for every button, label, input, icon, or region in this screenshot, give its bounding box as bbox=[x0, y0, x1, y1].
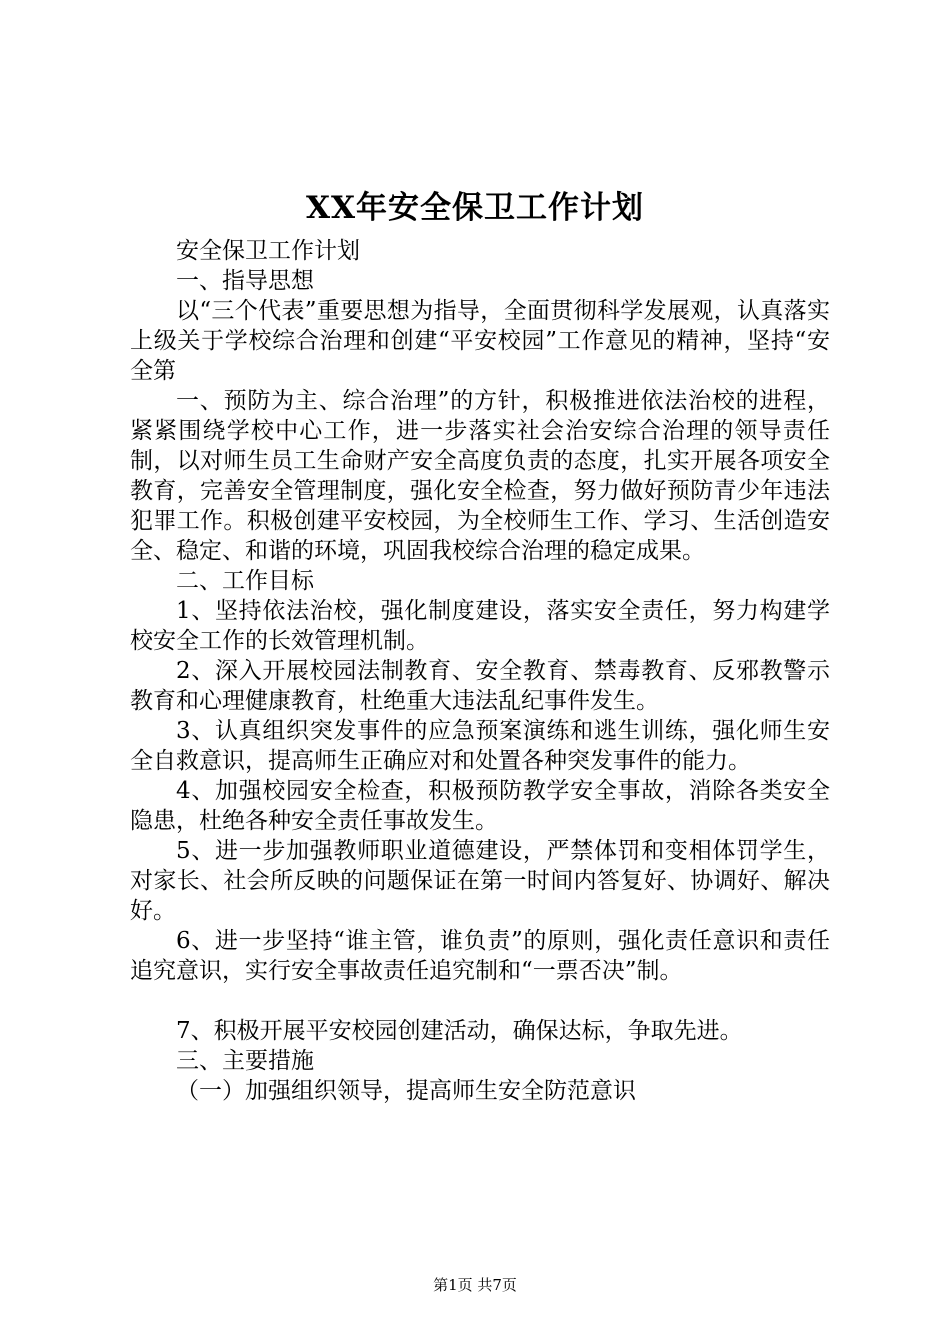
section-heading-work-goals: 二、工作目标 bbox=[176, 568, 314, 594]
goal-item-4: 4、加强校园安全检查，积极预防教学安全事故，消除各类安全隐患，杜绝各种安全责任事故发生。 bbox=[130, 778, 830, 834]
document-title: XX年安全保卫工作计划 bbox=[305, 190, 645, 226]
section-heading-main-measures: 三、主要措施 bbox=[176, 1048, 314, 1074]
paragraph-subtitle: 安全保卫工作计划 bbox=[176, 238, 360, 264]
goal-item-3: 3、认真组织突发事件的应急预案演练和逃生训练，强化师生安全自救意识，提高师生正确应对和处置各种突发事件的能力。 bbox=[130, 718, 830, 774]
section-heading-guiding-ideology: 一、指导思想 bbox=[176, 268, 314, 294]
goal-item-5: 5、进一步加强教师职业道德建设，严禁体罚和变相体罚学生，对家长、社会所反映的问题保证在第一时间内答复好、协调好、解决好。 bbox=[130, 838, 830, 924]
paragraph-policy: 一、预防为主、综合治理”的方针，积极推进依法治校的进程，紧紧围绕学校中心工作，进一步落实社会治安综合治理的领导责任制，以对师生员工生命财产安全高度负责的态度，扎实开展各项安全教育，完善安全管理制度，强化安全检查，努力做好预防青少年违法犯罪工作。积极创建平安校园，为全校师生工作、学习、生活创造安全、稳定、和谐的环境，巩固我校综合治理的稳定成果。 bbox=[130, 388, 830, 564]
document-body bbox=[130, 236, 830, 1106]
goal-item-6: 6、进一步坚持“谁主管，谁负责”的原则，强化责任意识和责任追究意识，实行安全事故责任追究制和“一票否决”制。 bbox=[130, 928, 830, 984]
paragraph-guiding-ideology: 以“三个代表”重要思想为指导，全面贯彻科学发展观，认真落实上级关于学校综合治理和创建“平安校园”工作意见的精神，坚持“安全第 bbox=[130, 298, 830, 384]
goal-item-2: 2、深入开展校园法制教育、安全教育、禁毒教育、反邪教警示教育和心理健康教育，杜绝重大违法乱纪事件发生。 bbox=[130, 658, 830, 714]
goal-item-7: 7、积极开展平安校园创建活动，确保达标，争取先进。 bbox=[176, 1018, 743, 1044]
subsection-heading-organization: （一）加强组织领导，提高师生安全防范意识 bbox=[176, 1078, 636, 1104]
page-number: 第1页 共7页 bbox=[433, 1276, 517, 1294]
goal-item-1: 1、坚持依法治校，强化制度建设，落实安全责任，努力构建学校安全工作的长效管理机制。 bbox=[130, 598, 830, 654]
